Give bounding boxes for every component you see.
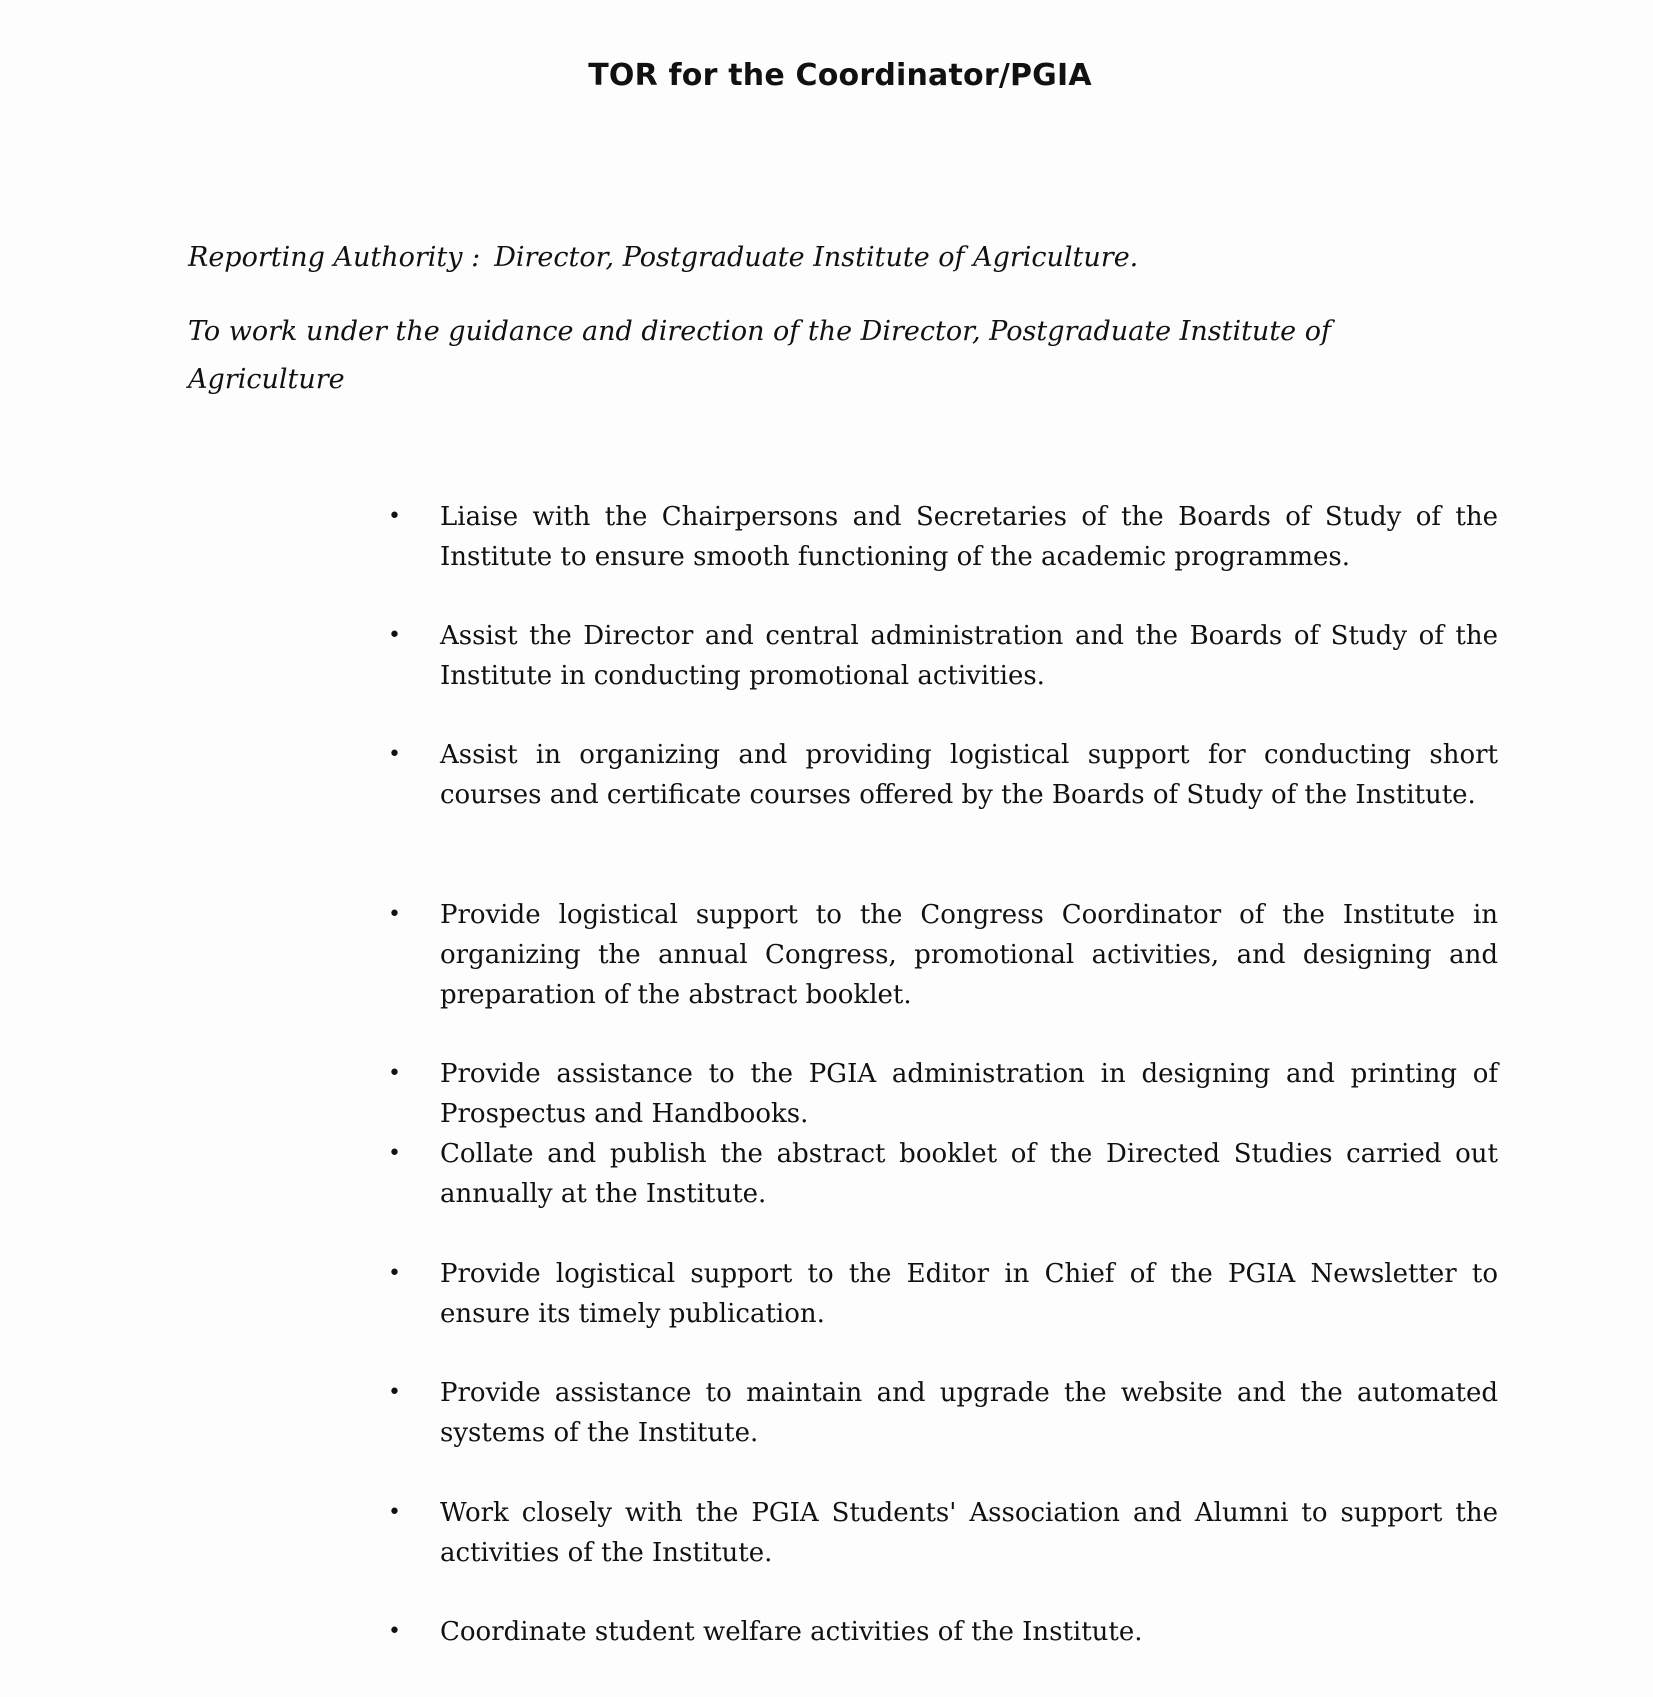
duty-text: Assist in organizing and providing logistical support for conducting short courses and certificate courses offered by the Boards of Study of the Institute.: [440, 740, 1498, 810]
bullet-icon: •: [388, 742, 401, 767]
duty-text: Work closely with the PGIA Students' Association and Alumni to support the activities of the Institute.: [440, 1498, 1498, 1568]
bullet-icon: •: [388, 902, 401, 927]
duty-text: Provide logistical support to the Editor in Chief of the PGIA Newsletter to ensure its timely publication.: [440, 1259, 1498, 1329]
reporting-authority-label: Reporting Authority :: [188, 242, 481, 273]
reporting-authority-value: Director, Postgraduate Institute of Agriculture.: [494, 242, 1139, 273]
duty-text: Liaise with the Chairpersons and Secretaries of the Boards of Study of the Institute to ensure smooth functioning of the academic programmes.: [440, 502, 1498, 572]
duty-text: Assist the Director and central administration and the Boards of Study of the Institute in conducting promotional activities.: [440, 621, 1498, 691]
duty-text: Provide assistance to maintain and upgrade the website and the automated systems of the Institute.: [440, 1378, 1498, 1448]
bullet-icon: •: [388, 1261, 401, 1286]
bullet-icon: •: [388, 1619, 401, 1644]
bullet-icon: •: [388, 504, 401, 529]
duty-text: Provide assistance to the PGIA administration in designing and printing of Prospectus and Handbooks.: [440, 1059, 1498, 1129]
bullet-icon: •: [388, 1380, 401, 1405]
bullet-icon: •: [388, 1141, 401, 1166]
duty-text: Collate and publish the abstract booklet of the Directed Studies carried out annually at the Institute.: [440, 1139, 1498, 1209]
bullet-icon: •: [388, 1061, 401, 1086]
guidance-statement: To work under the guidance and direction of the Director, Postgraduate Institute of Agriculture: [188, 316, 1331, 395]
reporting-authority-line: [188, 234, 1388, 282]
bullet-icon: •: [388, 623, 401, 648]
bullet-icon: •: [388, 1500, 401, 1525]
document-title: TOR for the Coordinator/PGIA: [588, 58, 1092, 93]
duty-text: Provide logistical support to the Congress Coordinator of the Institute in organizing the annual Congress, promotional activities, and designing and preparation of the abstract booklet.: [440, 900, 1498, 1010]
duty-text: Coordinate student welfare activities of the Institute.: [440, 1617, 1143, 1647]
